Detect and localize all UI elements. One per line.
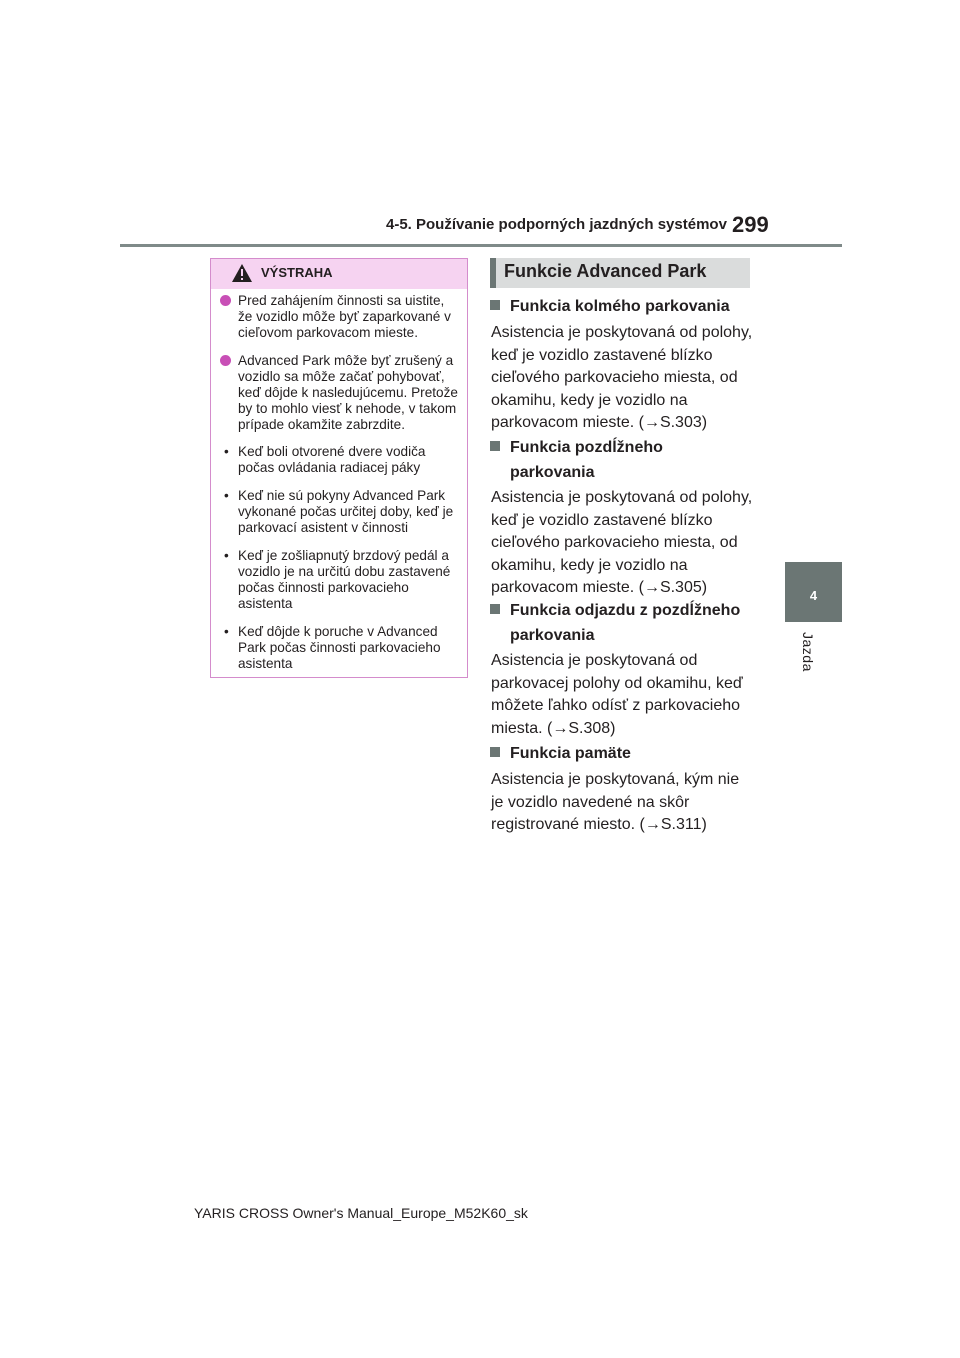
chapter-tab xyxy=(785,562,842,622)
feature-paragraph: Asistencia je poskytovaná, kým nie je vozidlo navedené na skôr registrované miesto. (→S.311) xyxy=(491,771,740,833)
warning-sub-item xyxy=(220,548,459,612)
heading-square-icon xyxy=(490,441,500,451)
feature-paragraph: Asistencia je poskytovaná od polohy, keď je vozidlo zastavené blízko cieľového parkovacieho miesta, od okamihu, kedy je vozidlo na parkovacom mieste. (→S.303) xyxy=(491,324,753,431)
feature-heading-text: Funkcia odjazdu z pozdĺžneho parkovania xyxy=(510,602,741,644)
warning-sub-item xyxy=(220,488,459,536)
bullet-dot xyxy=(220,355,231,366)
feature-paragraph: Asistencia je poskytovaná od polohy, keď je vozidlo zastavené blízko cieľového parkovacieho miesta, od okamihu, kedy je vozidlo na parkovacom mieste. (→S.305) xyxy=(491,489,753,596)
feature-heading-text: Funkcia pamäte xyxy=(510,745,631,762)
chapter-tab-label: Jazda xyxy=(800,632,816,672)
header-rule xyxy=(120,244,842,247)
feature-heading xyxy=(490,294,756,319)
warning-bullet-text: Advanced Park môže byť zrušený a vozidlo sa môže začať pohybovať, keď dôjde k nasledujúcemu. Pretože by to mohlo viesť k nehode, v takom prípade okamžite zabrzdite. xyxy=(238,353,458,432)
warning-bullet-text: Pred zahájením činnosti sa uistite, že vozidlo môže byť zaparkované v cieľovom parkovacom mieste. xyxy=(238,293,451,340)
feature-heading-text: Funkcia pozdĺžneho parkovania xyxy=(510,439,663,481)
bullet-dot xyxy=(220,295,231,306)
warning-bullet xyxy=(220,293,459,341)
warning-body xyxy=(211,293,467,672)
heading-square-icon xyxy=(490,604,500,614)
feature-paragraph: Asistencia je poskytovaná od parkovacej polohy od okamihu, keď môžete ľahko odísť z parkovacieho miesta. (→S.308) xyxy=(491,652,743,737)
page-number: 299 xyxy=(732,212,769,237)
sub-bullet: • xyxy=(224,548,229,563)
warning-sub-item-text: Keď nie sú pokyny Advanced Park vykonané počas určitej doby, keď je parkovací asistent v činnosti xyxy=(238,488,454,535)
warning-triangle-icon xyxy=(231,263,253,283)
sub-bullet: • xyxy=(224,444,229,459)
warning-sub-item-text: Keď dôjde k poruche v Advanced Park počas činnosti parkovacieho asistenta xyxy=(238,624,441,671)
warning-sub-item-text: Keď boli otvorené dvere vodiča počas ovládania radiacej páky xyxy=(238,444,426,475)
warning-box xyxy=(210,258,468,678)
warning-header xyxy=(211,259,467,289)
footer-manual-id: YARIS CROSS Owner's Manual_Europe_M52K60_sk xyxy=(194,1205,528,1221)
sub-bullet: • xyxy=(224,624,229,639)
section-title: Funkcie Advanced Park xyxy=(504,261,707,281)
chapter-tab-number: 4 xyxy=(809,588,818,603)
warning-sub-item xyxy=(220,624,459,672)
sub-bullet: • xyxy=(224,488,229,503)
warning-sub-item xyxy=(220,444,459,476)
warning-title: VÝSTRAHA xyxy=(261,265,333,280)
feature-heading xyxy=(490,741,756,766)
section-title-bar xyxy=(490,258,750,288)
heading-square-icon xyxy=(490,300,500,310)
feature-heading xyxy=(490,598,750,648)
warning-bullet xyxy=(220,353,459,433)
warning-sub-item-text: Keď je zošliapnutý brzdový pedál a vozidlo je na určitú dobu zastavené počas činnosti parkovacieho asistenta xyxy=(238,548,451,611)
header-section-title: 4-5. Používanie podporných jazdných systémov xyxy=(386,216,727,233)
feature-heading xyxy=(490,435,742,485)
feature-heading-text: Funkcia kolmého parkovania xyxy=(510,298,730,315)
heading-square-icon xyxy=(490,747,500,757)
